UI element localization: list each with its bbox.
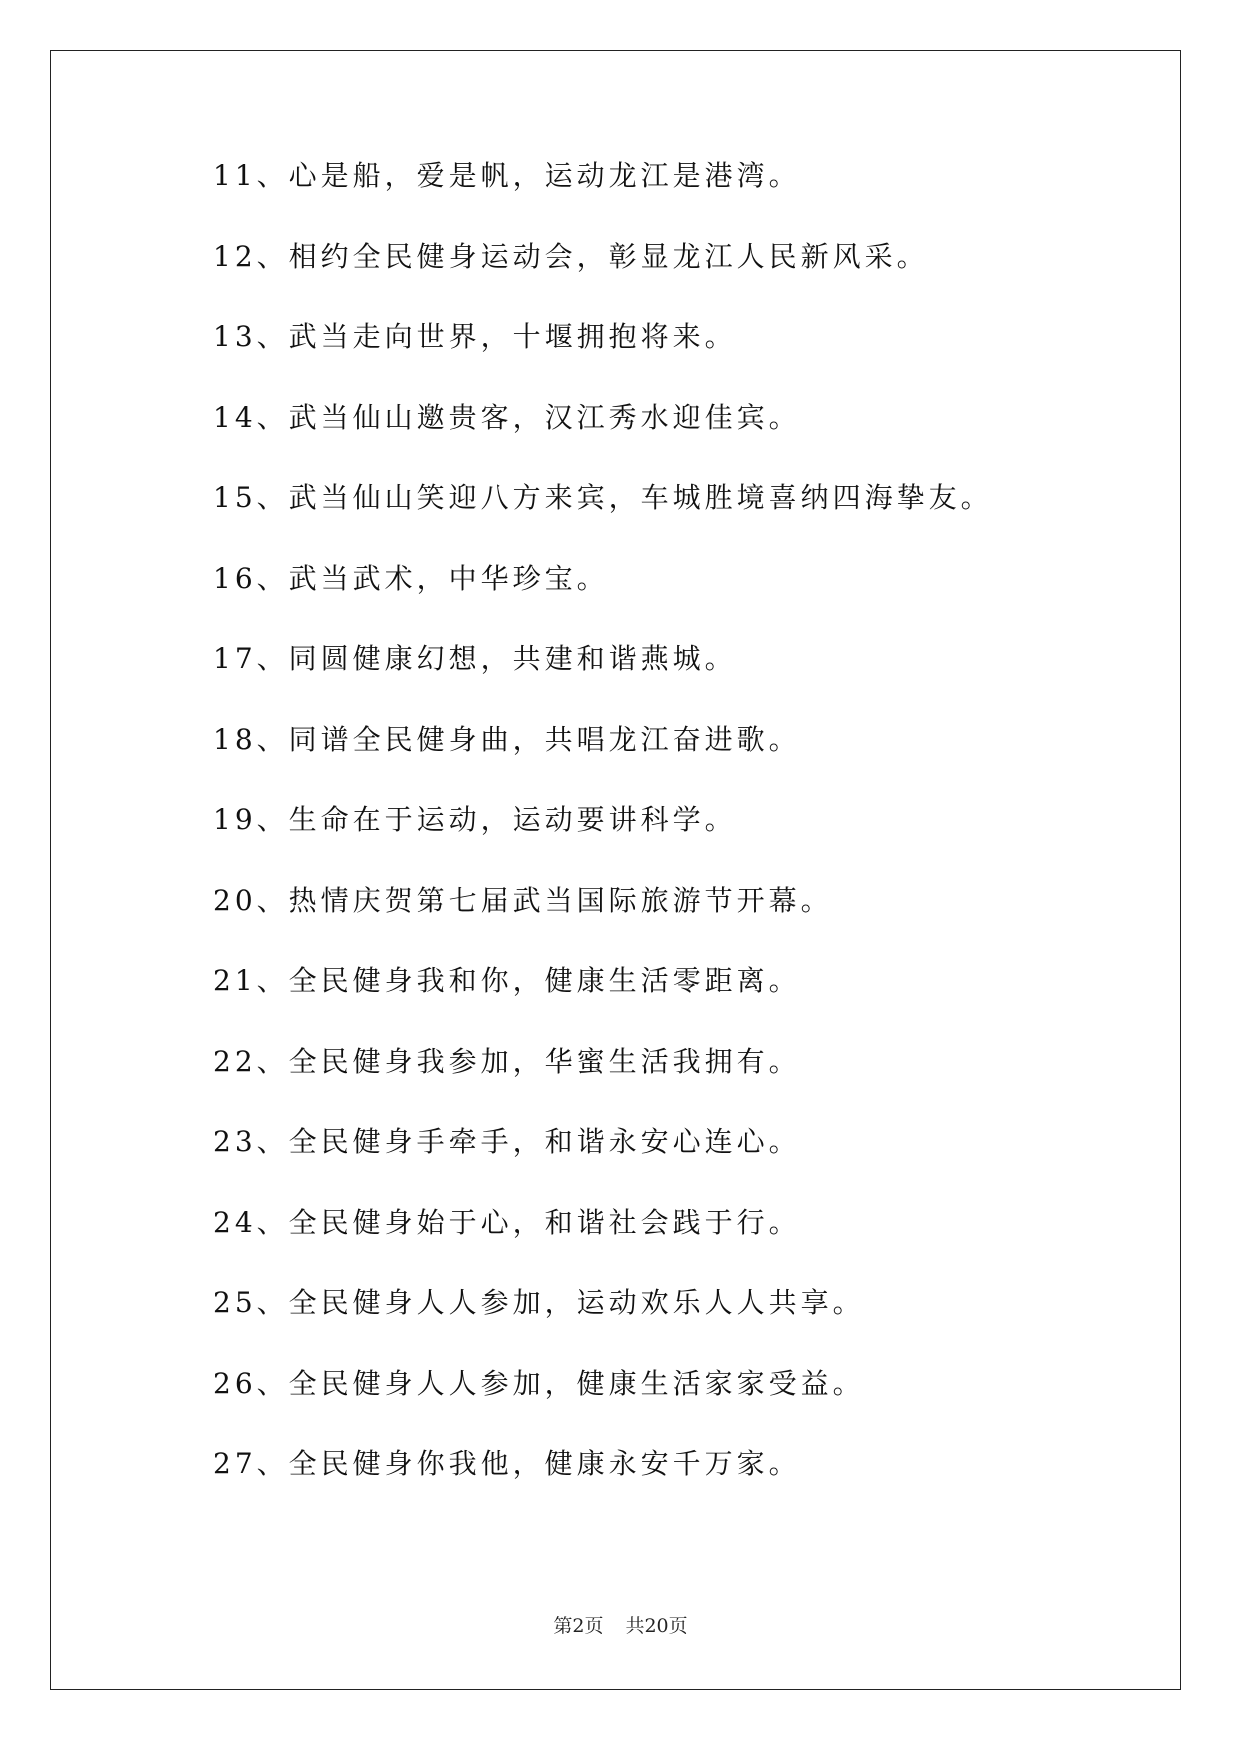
list-item: 16、武当武术，中华珍宝。 [213,561,609,595]
list-item: 23、全民健身手牵手，和谐永安心连心。 [213,1125,801,1158]
document-body [213,160,1153,1529]
list-item: 21、全民健身我和你，健康生活零距离。 [213,964,801,997]
list-item: 24、全民健身始于心，和谐社会践于行。 [213,1205,801,1239]
page-footer [0,1611,1241,1638]
list-item: 11、心是船，爱是帆，运动龙江是港湾。 [213,159,801,192]
list-item: 14、武当仙山邀贵客，汉江秀水迎佳宾。 [213,400,801,434]
list-item: 13、武当走向世界，十堰拥抱将来。 [213,320,737,353]
list-item: 22、全民健身我参加，华蜜生活我拥有。 [213,1044,801,1078]
list-item: 25、全民健身人人参加，运动欢乐人人共享。 [213,1286,865,1319]
list-item: 18、同谱全民健身曲，共唱龙江奋进歌。 [213,722,801,756]
list-item: 12、相约全民健身运动会，彰显龙江人民新风采。 [213,239,929,273]
page-total: 共20页 [625,1615,688,1637]
page-number: 第2页 [553,1615,604,1637]
list-item: 19、生命在于运动，运动要讲科学。 [213,803,737,836]
list-item: 27、全民健身你我他，健康永安千万家。 [213,1447,801,1480]
list-item: 15、武当仙山笑迎八方来宾，车城胜境喜纳四海挚友。 [213,481,993,514]
list-item: 17、同圆健康幻想，共建和谐燕城。 [213,642,737,675]
list-item: 20、热情庆贺第七届武当国际旅游节开幕。 [213,883,833,917]
list-item: 26、全民健身人人参加，健康生活家家受益。 [213,1366,865,1400]
